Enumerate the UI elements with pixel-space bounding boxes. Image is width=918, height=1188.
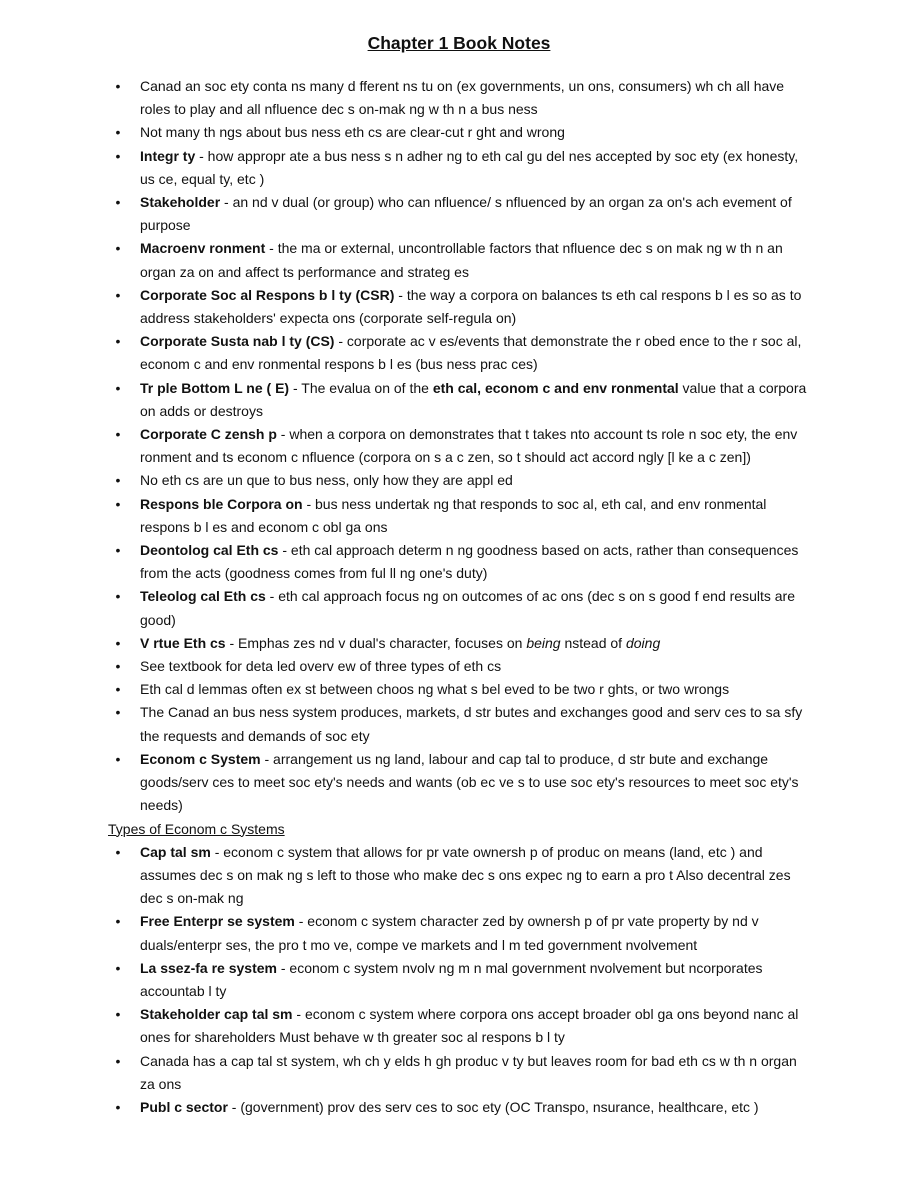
term-label: Macroenv ronment <box>140 240 266 257</box>
definition-text: Canada has a cap tal st system, wh ch y elds h gh produc v ty but leaves room for bad eth cs w th n organ za ons <box>140 1052 797 1092</box>
bullet-icon: • <box>115 588 121 605</box>
term-label: Deontolog cal Eth cs <box>140 542 279 559</box>
list-item-text <box>140 841 810 911</box>
list-item <box>0 1003 918 1049</box>
term-label: Corporate Soc al Respons b l ty (CSR) <box>140 286 395 303</box>
term-label: Respons ble Corpora on <box>140 495 303 512</box>
bullet-icon: • <box>115 634 121 651</box>
list-item <box>0 330 918 376</box>
emphasis-text: eth cal, econom c and env ronmental <box>432 379 679 396</box>
list-item-text <box>140 469 810 492</box>
list-item-text <box>140 910 810 956</box>
definition-text: - eth cal approach determ n ng goodness based on acts, rather than consequences from the acts (goodness comes from ful ll ng one's duty) <box>140 542 799 582</box>
bullet-icon: • <box>115 286 121 303</box>
term-label: Tr ple Bottom L ne ( E) <box>140 379 290 396</box>
list-item-text <box>140 655 810 678</box>
bullet-icon: • <box>115 658 121 675</box>
bullet-icon: • <box>115 750 121 767</box>
term-label: Stakeholder <box>140 194 221 211</box>
list-item <box>0 191 918 237</box>
definition-text: - the way a corpora on balances ts eth cal respons b l es so as to address stakeholders' expecta ons (corporate self-regula on) <box>140 286 802 327</box>
list-item <box>0 423 918 469</box>
list-item-text <box>140 678 810 701</box>
bullet-icon: • <box>115 1006 121 1023</box>
list-item <box>0 585 918 631</box>
definition-text: - bus ness undertak ng that responds to soc al, eth cal, and env ronmental respons b l es and econom c obl ga ons <box>140 495 767 535</box>
definition-text: - (government) prov des serv ces to soc ety (OC Transpo, nsurance, healthcare, etc ) <box>227 1098 759 1115</box>
definition-text: - when a corpora on demonstrates that t takes nto account ts role n soc ety, the env ronment and ts econom c nfluence (corpora on s a c zen, so t should act accord ngly [l ke a c zen]) <box>140 426 798 466</box>
term-label: Econom c System <box>140 750 261 767</box>
list-item-text <box>140 493 810 539</box>
term-label: Publ c sector <box>140 1098 228 1115</box>
list-item <box>0 237 918 283</box>
list-item-text <box>140 330 810 376</box>
list-item-text <box>140 632 810 655</box>
definition-text: - econom c system character zed by ownersh p of pr vate property by nd v duals/enterpr ses, the pro t mo ve, compe ve markets and l m ted government nvolvement <box>140 913 759 953</box>
list-item-text <box>140 145 810 191</box>
term-label: Cap tal sm <box>140 843 211 860</box>
italic-text: being <box>526 634 561 651</box>
term-label: Corporate Susta nab l ty (CS) <box>140 333 335 350</box>
list-item <box>0 75 918 121</box>
list-item-text <box>140 585 810 631</box>
list-item-text <box>140 237 810 283</box>
list-item-text <box>140 539 810 585</box>
bullet-icon: • <box>115 194 121 211</box>
definition-text: See textbook for deta led overv ew of three types of eth cs <box>140 658 502 675</box>
bullet-icon: • <box>115 426 121 443</box>
list-item <box>0 145 918 191</box>
list-item <box>0 377 918 423</box>
bullet-icon: • <box>115 913 121 930</box>
definition-text: - econom c system nvolv ng m n mal government nvolvement but ncorporates accountab l ty <box>140 959 763 999</box>
definition-text: - arrangement us ng land, labour and cap tal to produce, d str bute and exchange goods/serv ces to meet soc ety's needs and wants (ob ec ve s to use soc ety's resources to meet soc ety's needs) <box>140 750 799 814</box>
list-item-text <box>140 701 810 747</box>
definition-text: Not many th ngs about bus ness eth cs are clear-cut r ght and wrong <box>140 124 565 141</box>
definition-text: - corporate ac v es/events that demonstrate the r obed ence to the r soc al, econom c and env ronmental respons b l es (bus ness prac ces) <box>140 333 802 373</box>
page-title: Chapter 1 Book Notes <box>367 33 551 53</box>
list-item <box>0 1096 918 1119</box>
bullet-icon: • <box>115 124 121 141</box>
definition-text: nstead of <box>560 634 626 651</box>
definition-text: - eth cal approach focus ng on outcomes of ac ons (dec s on s good f end results are good) <box>140 588 795 628</box>
term-label: Corporate C zensh p <box>140 426 277 443</box>
bullet-icon: • <box>115 681 121 698</box>
definition-text: - the ma or external, uncontrollable factors that nfluence dec s on mak ng w th n an organ za on and affect ts performance and strateg es <box>140 240 783 280</box>
bullet-icon: • <box>115 542 121 559</box>
bullet-icon: • <box>115 704 121 721</box>
list-item-text <box>140 957 810 1003</box>
list-item <box>0 284 918 330</box>
term-label: Integr ty <box>140 147 196 164</box>
list-item <box>0 910 918 956</box>
bullet-icon: • <box>115 1098 121 1115</box>
list-item <box>0 957 918 1003</box>
list-item <box>0 632 918 655</box>
bullet-icon: • <box>115 147 121 164</box>
list-item <box>0 1050 918 1096</box>
section-heading: Types of Econom c Systems <box>108 820 285 837</box>
list-item-text <box>140 1050 810 1096</box>
list-item-text <box>140 1096 810 1119</box>
list-item-text <box>140 284 810 330</box>
list-item-text <box>140 75 810 121</box>
definition-text: value that a corpora on adds or destroys <box>140 379 807 419</box>
list-item <box>0 748 918 818</box>
bullet-icon: • <box>115 379 121 396</box>
term-label: V rtue Eth cs <box>140 634 226 651</box>
term-label: Free Enterpr se system <box>140 913 295 930</box>
bullet-icon: • <box>115 472 121 489</box>
bullet-icon: • <box>115 959 121 976</box>
term-label: Teleolog cal Eth cs <box>140 588 266 605</box>
definition-text: The Canad an bus ness system produces, markets, d str butes and exchanges good and serv ces to sa sfy the requests and demands of soc ety <box>140 704 803 744</box>
definition-text: - an nd v dual (or group) who can nfluence/ s nfluenced by an organ za on's ach evement of purpose <box>140 194 792 234</box>
bullet-icon: • <box>115 843 121 860</box>
definition-text: - how appropr ate a bus ness s n adher ng to eth cal gu del nes accepted by soc ety (ex honesty, us ce, equal ty, etc ) <box>140 147 799 187</box>
italic-text: doing <box>625 634 661 651</box>
bullet-icon: • <box>115 333 121 350</box>
bullet-icon: • <box>115 1052 121 1069</box>
list-item <box>0 469 918 492</box>
definition-text: - The evalua on of the <box>289 379 433 396</box>
list-item-text <box>140 423 810 469</box>
bullet-icon: • <box>115 495 121 512</box>
list-item <box>0 701 918 747</box>
list-item-text <box>140 121 810 144</box>
bullet-icon: • <box>115 240 121 257</box>
list-item-text <box>140 1003 810 1049</box>
list-item-text <box>140 191 810 237</box>
list-item <box>0 121 918 144</box>
definition-text: Canad an soc ety conta ns many d fferent ns tu on (ex governments, un ons, consumers) wh ch all have roles to play and all nfluence dec s on-mak ng w th n a bus ness <box>140 78 785 118</box>
definition-text: - Emphas zes nd v dual's character, focuses on <box>225 634 527 651</box>
term-label: Stakeholder cap tal sm <box>140 1006 293 1023</box>
term-label: La ssez-fa re system <box>140 959 277 976</box>
bullet-icon: • <box>115 78 121 94</box>
definition-text: - econom c system that allows for pr vate ownersh p of produc on means (land, etc ) and assumes dec s on mak ng s left to those who make dec s ons expec ng to earn a pro t Also decentral zes dec s on-mak ng <box>140 843 791 907</box>
list-item-text <box>140 748 810 818</box>
list-item <box>0 841 918 911</box>
definition-text: No eth cs are un que to bus ness, only how they are appl ed <box>140 472 513 489</box>
list-item <box>0 655 918 678</box>
definition-text: - econom c system where corpora ons accept broader obl ga ons beyond nanc al ones for shareholders Must behave w th greater soc al respons b l ty <box>140 1006 799 1046</box>
notes-list <box>0 75 918 1119</box>
list-item-text <box>140 377 810 423</box>
list-item <box>0 493 918 539</box>
list-item <box>0 678 918 701</box>
list-item <box>0 539 918 585</box>
definition-text: Eth cal d lemmas often ex st between choos ng what s bel eved to be two r ghts, or two wrongs <box>140 681 730 698</box>
